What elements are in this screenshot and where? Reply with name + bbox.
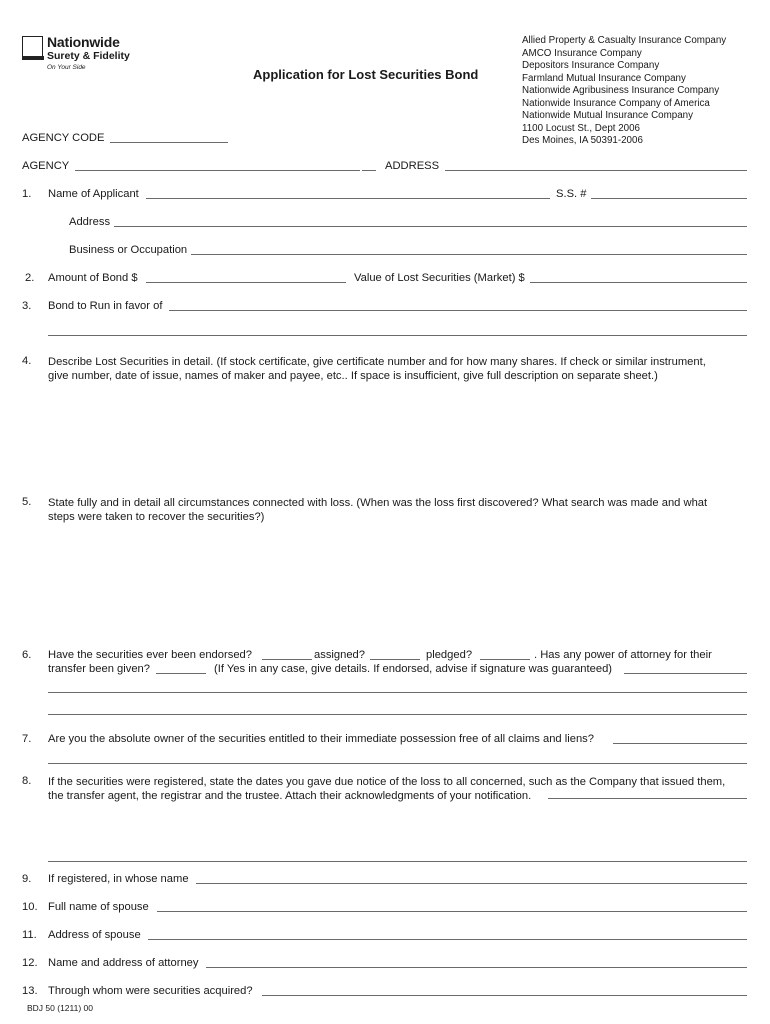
spouse-address-label: Address of spouse (48, 929, 141, 941)
company-line: Nationwide Insurance Company of America (522, 97, 710, 109)
q3-number: 3. (22, 300, 32, 312)
agency-field-tail (362, 170, 376, 171)
company-line: Nationwide Mutual Insurance Company (522, 110, 693, 121)
business-field[interactable] (191, 254, 747, 255)
brand-subtitle: Surety & Fidelity (47, 50, 130, 62)
q6-details-line3[interactable] (48, 714, 747, 715)
bond-favor-field[interactable] (169, 310, 747, 311)
company-list (522, 35, 726, 148)
company-line: Allied Property & Casualty Insurance Company (522, 35, 727, 46)
address-field[interactable] (445, 170, 747, 171)
company-line: Depositors Insurance Company (522, 60, 660, 71)
nationwide-logo-icon (22, 36, 43, 59)
q5-text (48, 496, 707, 524)
brand-name: Nationwide (47, 34, 120, 50)
spouse-address-field[interactable] (148, 939, 747, 940)
address-label: ADDRESS (385, 160, 440, 172)
market-value-label: Value of Lost Securities (Market) $ (354, 272, 525, 284)
q6-details-field[interactable] (624, 673, 747, 674)
transfer-field[interactable] (156, 673, 206, 674)
applicant-address-field[interactable] (114, 226, 747, 227)
assigned-label: assigned? (314, 649, 366, 661)
agency-label: AGENCY (22, 160, 70, 172)
company-line: AMCO Insurance Company (522, 47, 642, 59)
endorsed-field[interactable] (262, 659, 312, 660)
market-value-field[interactable] (530, 282, 747, 283)
q6-number: 6. (22, 649, 32, 661)
company-city-line: Des Moines, IA 50391-2006 (522, 135, 643, 146)
q8-line1: If the securities were registered, state the dates you gave due notice of the loss to all concerned, such as the Company that issued them, (48, 776, 726, 788)
applicant-name-label: Name of Applicant (48, 188, 139, 200)
q1-number: 1. (22, 188, 32, 200)
q12-number: 12. (22, 957, 38, 969)
spouse-name-field[interactable] (157, 911, 747, 912)
owner-field-line2[interactable] (48, 763, 747, 764)
q13-number: 13. (22, 985, 38, 997)
brand-tagline: On Your Side (47, 64, 86, 71)
q8-line2: the transfer agent, the registrar and the trustee. Attach their acknowledgments of your notification. (48, 790, 532, 802)
owner-label: Are you the absolute owner of the securities entitled to their immediate possession free of all claims and liens? (48, 733, 594, 745)
q5-line2: steps were taken to recover the securities?) (48, 511, 265, 523)
business-label: Business or Occupation (69, 244, 188, 256)
bond-amount-label: Amount of Bond $ (48, 272, 138, 284)
company-line: Farmland Mutual Insurance Company (522, 72, 686, 84)
q4-text (48, 355, 706, 383)
attorney-label: Name and address of attorney (48, 957, 199, 969)
endorsed-label: Have the securities ever been endorsed? (48, 649, 252, 661)
company-line: Nationwide Agribusiness Insurance Company (522, 85, 720, 96)
q8-field[interactable] (548, 798, 747, 799)
applicant-address-label: Address (69, 216, 111, 228)
q7-number: 7. (22, 733, 32, 745)
assigned-field[interactable] (370, 659, 420, 660)
transfer-label: transfer been given? (48, 663, 150, 675)
acquired-from-label: Through whom were securities acquired? (48, 985, 253, 997)
form-code: BDJ 50 (1211) 00 (27, 1003, 93, 1013)
q6-details-label: (If Yes in any case, give details. If endorsed, advise if signature was guaranteed) (214, 663, 613, 675)
q11-number: 11. (22, 929, 37, 941)
q5-number: 5. (22, 496, 32, 508)
agency-code-field[interactable] (110, 142, 228, 143)
bond-favor-label: Bond to Run in favor of (48, 300, 163, 312)
q4-number: 4. (22, 355, 32, 367)
acquired-from-field[interactable] (262, 995, 747, 996)
applicant-name-field[interactable] (146, 198, 550, 199)
bond-favor-field-line2[interactable] (48, 335, 747, 336)
q4-line1: Describe Lost Securities in detail. (If stock certificate, give certificate number and for how many shares. If check or similar instrument, (48, 356, 706, 368)
q8-number: 8. (22, 775, 32, 787)
q8-field-line2[interactable] (48, 861, 747, 862)
ss-label: S.S. # (556, 188, 587, 200)
q9-number: 9. (22, 873, 32, 885)
page-title: Application for Lost Securities Bond (253, 67, 479, 82)
q6-details-line2[interactable] (48, 692, 747, 693)
power-of-attorney-label: . Has any power of attorney for their (534, 649, 712, 661)
registered-name-label: If registered, in whose name (48, 873, 189, 885)
owner-field[interactable] (613, 743, 747, 744)
registered-name-field[interactable] (196, 883, 747, 884)
bond-amount-field[interactable] (146, 282, 346, 283)
pledged-label: pledged? (426, 649, 473, 661)
q4-line2: give number, date of issue, names of maker and payee, etc.. If space is insufficient, give full description on separate sheet.) (48, 370, 658, 382)
company-address-line: 1100 Locust St., Dept 2006 (522, 122, 641, 134)
agency-code-label: AGENCY CODE (22, 132, 105, 144)
q2-number: 2. (25, 272, 35, 284)
ss-field[interactable] (591, 198, 747, 199)
q10-number: 10. (22, 901, 38, 913)
agency-field[interactable] (75, 170, 360, 171)
spouse-name-label: Full name of spouse (48, 901, 149, 913)
pledged-field[interactable] (480, 659, 530, 660)
attorney-field[interactable] (206, 967, 747, 968)
q5-line1: State fully and in detail all circumstances connected with loss. (When was the loss first discovered? What search was made and what (48, 497, 708, 509)
